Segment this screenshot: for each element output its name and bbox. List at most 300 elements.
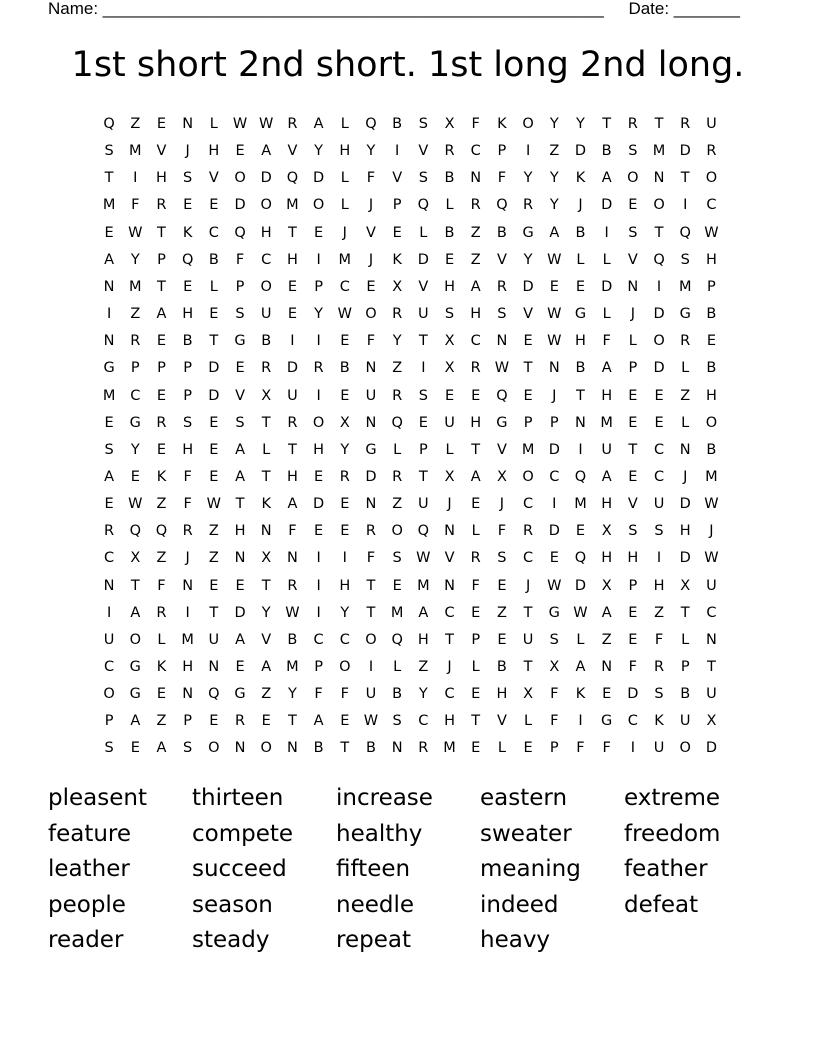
grid-letter[interactable]: X (549, 659, 560, 675)
grid-letter[interactable]: I (656, 550, 662, 567)
grid-letter[interactable]: G (574, 306, 587, 323)
grid-letter[interactable]: O (129, 631, 141, 648)
grid-letter[interactable]: O (391, 523, 403, 540)
grid-letter[interactable]: R (470, 360, 481, 377)
grid-letter[interactable]: V (523, 306, 534, 323)
grid-letter[interactable]: W (206, 496, 222, 513)
grid-letter[interactable]: Z (392, 360, 403, 377)
grid-letter[interactable]: W (547, 333, 562, 350)
grid-letter[interactable]: I (316, 251, 321, 268)
grid-letter[interactable]: F (602, 740, 611, 757)
grid-letter[interactable]: W (285, 604, 300, 621)
grid-letter[interactable]: L (209, 278, 218, 295)
grid-letter[interactable]: B (706, 306, 717, 323)
grid-letter[interactable]: W (232, 116, 248, 132)
grid-letter[interactable]: O (312, 197, 325, 214)
grid-letter[interactable]: P (471, 631, 481, 648)
grid-letter[interactable]: G (234, 333, 246, 350)
grid-letter[interactable]: Z (130, 306, 141, 323)
grid-letter[interactable]: A (130, 713, 141, 730)
grid-letter[interactable]: W (416, 550, 431, 567)
grid-letter[interactable]: B (575, 224, 586, 241)
grid-letter[interactable]: Y (392, 333, 402, 350)
grid-letter[interactable]: Z (470, 251, 481, 268)
grid-letter[interactable]: H (182, 659, 194, 675)
grid-letter[interactable]: L (340, 170, 349, 187)
grid-letter[interactable]: D (522, 278, 534, 295)
grid-letter[interactable]: E (156, 333, 167, 350)
grid-letter[interactable]: V (444, 550, 455, 567)
grid-letter[interactable]: O (260, 740, 272, 757)
grid-letter[interactable]: P (104, 713, 114, 730)
grid-letter[interactable]: R (680, 333, 691, 350)
grid-letter[interactable]: N (286, 740, 298, 757)
grid-letter[interactable]: E (104, 496, 114, 513)
grid-letter[interactable]: T (287, 713, 297, 730)
grid-letter[interactable]: E (444, 251, 455, 268)
grid-letter[interactable]: O (627, 170, 639, 187)
grid-letter[interactable]: Y (549, 116, 559, 132)
grid-letter[interactable]: H (627, 550, 639, 567)
grid-letter[interactable]: R (470, 197, 481, 214)
grid-letter[interactable]: G (365, 441, 377, 458)
grid-letter[interactable]: E (628, 604, 638, 621)
grid-letter[interactable]: R (418, 740, 429, 757)
grid-letter[interactable]: E (471, 604, 481, 621)
grid-letter[interactable]: E (418, 414, 428, 431)
grid-letter[interactable]: U (706, 577, 717, 594)
grid-letter[interactable]: J (709, 523, 714, 540)
grid-letter[interactable]: Z (261, 686, 272, 703)
grid-letter[interactable]: H (705, 387, 717, 404)
grid-letter[interactable]: C (444, 686, 455, 703)
grid-letter[interactable]: Y (130, 251, 140, 268)
grid-letter[interactable]: L (445, 441, 454, 458)
grid-letter[interactable]: E (183, 278, 193, 295)
grid-letter[interactable]: J (552, 387, 557, 404)
grid-letter[interactable]: E (314, 523, 324, 540)
grid-letter[interactable]: D (548, 441, 560, 458)
grid-letter[interactable]: A (261, 659, 272, 675)
grid-letter[interactable]: Y (261, 604, 271, 621)
grid-letter[interactable]: N (182, 577, 194, 594)
grid-letter[interactable]: M (652, 143, 666, 160)
grid-letter[interactable]: K (156, 659, 167, 675)
grid-letter[interactable]: P (157, 251, 166, 268)
grid-letter[interactable]: I (578, 713, 583, 730)
grid-letter[interactable]: D (601, 278, 613, 295)
grid-letter[interactable]: I (106, 604, 112, 621)
grid-letter[interactable]: V (496, 713, 507, 730)
grid-letter[interactable]: G (522, 224, 534, 241)
grid-letter[interactable]: L (576, 251, 585, 268)
grid-letter[interactable]: B (287, 631, 298, 648)
grid-letter[interactable]: G (129, 659, 141, 675)
grid-letter[interactable]: F (471, 577, 480, 594)
grid-letter[interactable]: G (548, 604, 560, 621)
grid-letter[interactable]: K (182, 224, 193, 241)
grid-letter[interactable]: Z (680, 387, 691, 404)
grid-letter[interactable]: C (549, 468, 560, 485)
grid-letter[interactable]: E (523, 740, 533, 757)
grid-letter[interactable]: C (470, 143, 481, 160)
grid-letter[interactable]: P (549, 414, 559, 431)
grid-letter[interactable]: E (366, 278, 376, 295)
grid-letter[interactable]: N (679, 441, 691, 458)
grid-letter[interactable]: E (314, 224, 324, 241)
grid-letter[interactable]: A (104, 251, 115, 268)
grid-letter[interactable]: N (103, 333, 115, 350)
grid-letter[interactable]: L (681, 414, 690, 431)
grid-letter[interactable]: B (680, 686, 691, 703)
grid-letter[interactable]: B (392, 116, 403, 132)
grid-letter[interactable]: N (260, 523, 272, 540)
grid-letter[interactable]: J (499, 496, 505, 513)
grid-letter[interactable]: N (234, 740, 246, 757)
grid-letter[interactable]: T (209, 604, 219, 621)
grid-letter[interactable]: O (103, 686, 115, 703)
grid-letter[interactable]: C (104, 659, 115, 675)
grid-letter[interactable]: K (575, 170, 586, 187)
grid-letter[interactable]: T (209, 333, 219, 350)
grid-letter[interactable]: H (286, 468, 298, 485)
grid-letter[interactable]: W (128, 496, 143, 513)
grid-letter[interactable]: I (342, 550, 347, 567)
grid-letter[interactable]: I (316, 577, 321, 594)
grid-letter[interactable]: S (418, 116, 428, 132)
grid-letter[interactable]: F (576, 740, 585, 757)
grid-letter[interactable]: C (706, 604, 717, 621)
grid-letter[interactable]: J (525, 577, 531, 594)
grid-letter[interactable]: E (209, 713, 219, 730)
grid-letter[interactable]: R (130, 333, 141, 350)
grid-letter[interactable]: D (548, 523, 560, 540)
grid-letter[interactable]: Y (549, 197, 559, 214)
grid-letter[interactable]: R (392, 306, 403, 323)
grid-letter[interactable]: N (627, 278, 639, 295)
grid-letter[interactable]: M (390, 604, 404, 621)
grid-letter[interactable]: W (547, 306, 562, 323)
grid-letter[interactable]: D (627, 686, 639, 703)
grid-letter[interactable]: T (340, 740, 350, 757)
grid-letter[interactable]: Q (155, 523, 168, 540)
grid-letter[interactable]: Q (181, 251, 194, 268)
grid-letter[interactable]: J (447, 496, 452, 513)
grid-letter[interactable]: S (628, 143, 638, 160)
grid-letter[interactable]: P (314, 278, 323, 295)
grid-letter[interactable]: L (419, 224, 428, 241)
grid-letter[interactable]: H (705, 251, 717, 268)
grid-letter[interactable]: R (680, 116, 691, 132)
grid-letter[interactable]: Z (470, 224, 481, 241)
grid-letter[interactable]: R (496, 278, 507, 295)
grid-letter[interactable]: K (575, 686, 586, 703)
grid-letter[interactable]: R (470, 550, 481, 567)
grid-letter[interactable]: D (365, 468, 377, 485)
grid-letter[interactable]: X (523, 686, 534, 703)
grid-letter[interactable]: Y (576, 116, 585, 132)
grid-letter[interactable]: T (680, 170, 690, 187)
grid-letter[interactable]: E (209, 306, 219, 323)
grid-letter[interactable]: K (156, 468, 167, 485)
grid-letter[interactable]: L (602, 306, 611, 323)
grid-letter[interactable]: I (525, 143, 531, 160)
grid-letter[interactable]: K (261, 496, 271, 513)
grid-letter[interactable]: M (181, 631, 194, 648)
grid-letter[interactable]: A (235, 631, 245, 648)
grid-letter[interactable]: A (470, 278, 481, 295)
grid-letter[interactable]: N (548, 360, 560, 377)
grid-letter[interactable]: T (471, 441, 481, 458)
grid-letter[interactable]: D (208, 387, 220, 404)
grid-letter[interactable]: H (182, 441, 194, 458)
grid-letter[interactable]: E (235, 143, 245, 160)
grid-letter[interactable]: R (104, 523, 115, 540)
grid-letter[interactable]: T (628, 441, 638, 458)
grid-letter[interactable]: E (156, 441, 167, 458)
grid-letter[interactable]: H (208, 143, 220, 160)
grid-letter[interactable]: X (261, 550, 272, 567)
grid-letter[interactable]: E (706, 333, 716, 350)
grid-letter[interactable]: T (576, 387, 585, 404)
grid-letter[interactable]: N (444, 523, 455, 540)
grid-letter[interactable]: V (496, 251, 507, 268)
grid-letter[interactable]: Z (549, 143, 560, 160)
grid-letter[interactable]: N (653, 170, 665, 187)
grid-letter[interactable]: X (261, 387, 272, 404)
grid-letter[interactable]: B (444, 224, 455, 241)
grid-letter[interactable]: D (234, 197, 246, 214)
grid-letter[interactable]: U (444, 414, 455, 431)
grid-letter[interactable]: T (366, 577, 376, 594)
grid-letter[interactable]: G (103, 360, 115, 377)
grid-letter[interactable]: T (445, 631, 454, 648)
grid-letter[interactable]: D (234, 604, 246, 621)
grid-letter[interactable]: E (628, 468, 638, 485)
grid-letter[interactable]: S (497, 306, 507, 323)
grid-letter[interactable]: B (496, 659, 507, 675)
grid-letter[interactable]: T (130, 577, 140, 594)
grid-letter[interactable]: U (418, 496, 429, 513)
grid-letter[interactable]: Y (340, 441, 350, 458)
grid-letter[interactable]: H (496, 686, 508, 703)
grid-letter[interactable]: M (417, 577, 430, 594)
grid-letter[interactable]: S (628, 224, 638, 241)
grid-letter[interactable]: F (366, 333, 376, 350)
grid-letter[interactable]: P (707, 278, 716, 295)
grid-letter[interactable]: F (628, 659, 638, 675)
grid-letter[interactable]: H (444, 278, 455, 295)
date-line[interactable]: Date: _______ (628, 0, 740, 18)
grid-letter[interactable]: R (313, 360, 324, 377)
grid-letter[interactable]: L (576, 631, 585, 648)
grid-letter[interactable]: H (575, 333, 586, 350)
grid-letter[interactable]: M (129, 143, 142, 160)
grid-letter[interactable]: T (261, 414, 271, 431)
grid-letter[interactable]: D (260, 170, 272, 187)
grid-letter[interactable]: P (497, 143, 507, 160)
grid-letter[interactable]: R (523, 523, 534, 540)
grid-letter[interactable]: E (209, 414, 219, 431)
grid-letter[interactable]: E (209, 197, 219, 214)
grid-letter[interactable]: C (130, 387, 141, 404)
grid-letter[interactable]: W (704, 224, 719, 241)
grid-letter[interactable]: B (261, 333, 272, 350)
grid-letter[interactable]: I (316, 387, 321, 404)
grid-letter[interactable]: E (575, 523, 586, 540)
grid-letter[interactable]: F (471, 116, 480, 132)
grid-letter[interactable]: M (338, 251, 352, 268)
grid-letter[interactable]: M (286, 659, 299, 675)
grid-letter[interactable]: J (683, 468, 688, 485)
grid-letter[interactable]: Q (574, 550, 587, 567)
grid-letter[interactable]: V (627, 496, 638, 513)
grid-letter[interactable]: A (130, 604, 141, 621)
grid-letter[interactable]: O (653, 197, 665, 214)
grid-letter[interactable]: U (287, 387, 298, 404)
grid-letter[interactable]: D (574, 577, 587, 594)
grid-letter[interactable]: P (628, 360, 638, 377)
grid-letter[interactable]: H (653, 577, 665, 594)
grid-letter[interactable]: M (102, 387, 116, 404)
grid-letter[interactable]: Y (130, 441, 140, 458)
grid-letter[interactable]: T (104, 170, 114, 187)
grid-letter[interactable]: E (523, 387, 533, 404)
grid-letter[interactable]: P (314, 659, 323, 675)
grid-letter[interactable]: Q (391, 414, 403, 431)
grid-letter[interactable]: I (552, 496, 557, 513)
grid-letter[interactable]: E (104, 224, 114, 241)
grid-letter[interactable]: D (574, 143, 587, 160)
grid-letter[interactable]: D (417, 251, 429, 268)
grid-letter[interactable]: O (234, 170, 246, 187)
grid-letter[interactable]: F (654, 631, 664, 648)
grid-letter[interactable]: I (604, 224, 609, 241)
grid-letter[interactable]: X (339, 414, 350, 431)
grid-letter[interactable]: K (392, 251, 402, 268)
grid-letter[interactable]: A (418, 604, 429, 621)
grid-letter[interactable]: T (261, 468, 271, 485)
grid-letter[interactable]: L (445, 197, 454, 214)
grid-letter[interactable]: E (156, 116, 167, 132)
grid-letter[interactable]: C (706, 197, 717, 214)
grid-letter[interactable]: J (368, 197, 374, 214)
grid-letter[interactable]: U (260, 306, 272, 323)
grid-letter[interactable]: V (235, 387, 245, 404)
grid-letter[interactable]: M (102, 197, 116, 214)
grid-letter[interactable]: F (314, 686, 323, 703)
grid-letter[interactable]: E (287, 306, 297, 323)
grid-letter[interactable]: W (337, 306, 352, 323)
grid-letter[interactable]: M (129, 278, 142, 295)
grid-letter[interactable]: T (706, 659, 716, 675)
grid-letter[interactable]: S (418, 387, 428, 404)
grid-letter[interactable]: T (602, 116, 612, 132)
grid-letter[interactable]: J (578, 197, 583, 214)
grid-letter[interactable]: E (287, 278, 297, 295)
grid-letter[interactable]: B (706, 441, 717, 458)
grid-letter[interactable]: M (600, 414, 613, 431)
grid-letter[interactable]: W (573, 604, 588, 621)
grid-letter[interactable]: V (418, 143, 429, 160)
grid-letter[interactable]: C (523, 496, 534, 513)
grid-letter[interactable]: Y (287, 686, 297, 703)
grid-letter[interactable]: E (628, 414, 638, 431)
grid-letter[interactable]: Z (130, 116, 141, 132)
grid-letter[interactable]: H (260, 224, 272, 241)
grid-letter[interactable]: N (365, 414, 377, 431)
grid-letter[interactable]: P (523, 414, 533, 431)
grid-letter[interactable]: E (340, 523, 350, 540)
grid-letter[interactable]: Y (340, 604, 350, 621)
grid-letter[interactable]: T (523, 659, 533, 675)
grid-letter[interactable]: D (679, 143, 691, 160)
grid-letter[interactable]: S (183, 170, 193, 187)
grid-letter[interactable]: E (209, 468, 219, 485)
grid-letter[interactable]: V (496, 441, 507, 458)
grid-letter[interactable]: V (392, 170, 403, 187)
grid-letter[interactable]: P (157, 360, 166, 377)
grid-letter[interactable]: F (550, 713, 559, 730)
grid-letter[interactable]: W (128, 224, 143, 241)
grid-letter[interactable]: A (470, 468, 481, 485)
grid-letter[interactable]: O (522, 468, 534, 485)
grid-letter[interactable]: B (575, 360, 586, 377)
grid-letter[interactable]: F (550, 686, 559, 703)
grid-letter[interactable]: Q (574, 468, 587, 485)
grid-letter[interactable]: F (235, 251, 245, 268)
grid-letter[interactable]: M (443, 740, 456, 757)
grid-letter[interactable]: H (182, 306, 194, 323)
grid-letter[interactable]: D (286, 360, 298, 377)
grid-letter[interactable]: S (654, 523, 664, 540)
grid-letter[interactable]: H (444, 713, 455, 730)
grid-letter[interactable]: Q (391, 631, 403, 648)
grid-letter[interactable]: Q (417, 197, 430, 214)
grid-letter[interactable]: Z (601, 631, 612, 648)
grid-letter[interactable]: E (549, 550, 559, 567)
grid-letter[interactable]: X (130, 550, 141, 567)
grid-letter[interactable]: T (157, 278, 166, 295)
grid-letter[interactable]: Y (314, 306, 324, 323)
grid-letter[interactable]: Y (523, 251, 533, 268)
grid-letter[interactable]: E (471, 686, 481, 703)
grid-letter[interactable]: R (523, 197, 534, 214)
grid-letter[interactable]: R (706, 143, 717, 160)
grid-letter[interactable]: E (602, 686, 612, 703)
grid-letter[interactable]: H (470, 414, 482, 431)
grid-letter[interactable]: R (444, 143, 455, 160)
grid-letter[interactable]: S (392, 713, 402, 730)
grid-letter[interactable]: N (391, 740, 403, 757)
grid-letter[interactable]: J (342, 224, 347, 241)
grid-letter[interactable]: E (235, 659, 245, 675)
grid-letter[interactable]: E (392, 577, 402, 594)
grid-letter[interactable]: D (601, 197, 613, 214)
grid-letter[interactable]: F (366, 550, 376, 567)
grid-letter[interactable]: M (574, 496, 587, 513)
grid-letter[interactable]: Z (392, 496, 403, 513)
grid-letter[interactable]: O (522, 116, 534, 132)
grid-letter[interactable]: E (549, 278, 559, 295)
grid-letter[interactable]: X (601, 577, 612, 594)
grid-letter[interactable]: J (630, 306, 635, 323)
grid-letter[interactable]: T (366, 604, 376, 621)
grid-letter[interactable]: P (183, 360, 193, 377)
grid-letter[interactable]: F (131, 197, 140, 214)
grid-letter[interactable]: G (234, 686, 246, 703)
grid-letter[interactable]: S (628, 523, 638, 540)
